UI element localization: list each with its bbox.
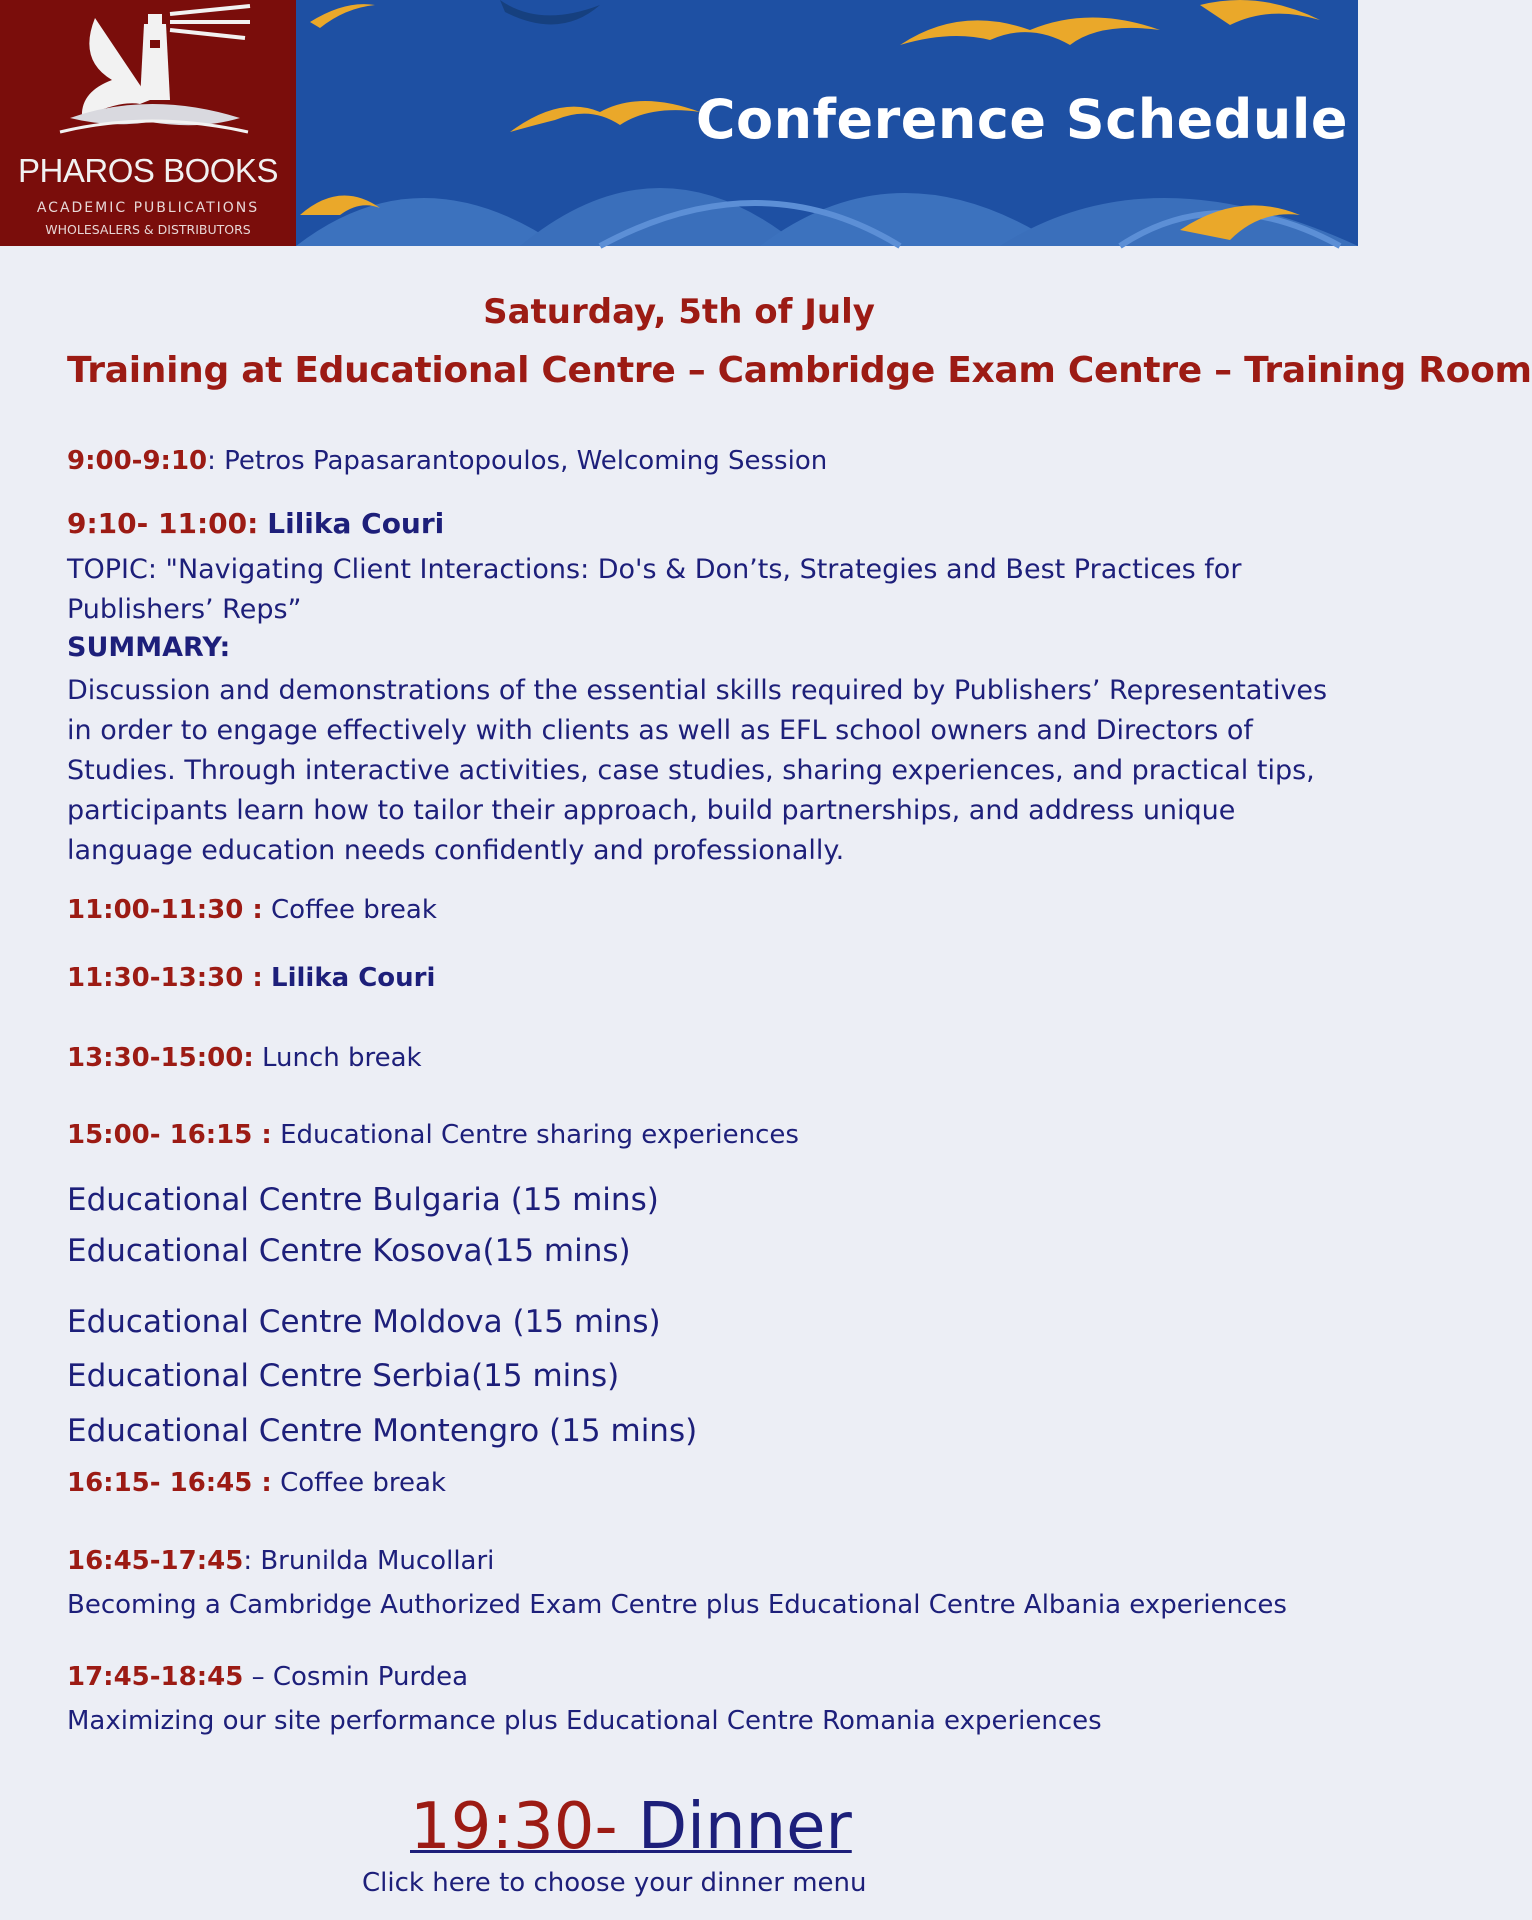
schedule-item	[67, 1120, 799, 1150]
logo-subtitle-2: WHOLESALERS & DISTRIBUTORS	[45, 222, 251, 237]
dinner-menu-link[interactable]: Click here to choose your dinner menu	[362, 1868, 867, 1898]
dinner-link[interactable]	[410, 1790, 852, 1864]
separator	[263, 963, 271, 993]
separator: –	[243, 1662, 273, 1692]
session-time: 11:00-11:30 :	[67, 895, 263, 925]
session-time: 15:00- 16:15 :	[67, 1120, 272, 1150]
separator: :	[243, 1546, 261, 1576]
session-text: Educational Centre sharing experiences	[280, 1120, 799, 1150]
session-description: Maximizing our site performance plus Educational Centre Romania experiences	[67, 1706, 1102, 1736]
separator: :	[207, 446, 225, 476]
schedule-item	[67, 895, 437, 925]
session-text: Cosmin Purdea	[272, 1662, 469, 1692]
speaker-name: Lilika Couri	[267, 507, 445, 540]
session-topic: TOPIC: "Navigating Client Interactions: Do's & Don’ts, Strategies and Best Practices for Publishers’ Reps”	[67, 554, 1242, 625]
centre-item: Educational Centre Serbia(15 mins)	[67, 1358, 620, 1394]
session-time: 9:10- 11:00:	[67, 507, 259, 540]
page-title: Conference Schedule	[695, 88, 1348, 151]
separator	[263, 895, 271, 925]
schedule-item	[67, 1043, 422, 1073]
centre-item: Educational Centre Moldova (15 mins)	[67, 1304, 661, 1340]
logo-name: PHAROS BOOKS	[18, 152, 278, 189]
speaker-name: Lilika Couri	[271, 963, 436, 993]
schedule-item	[67, 963, 435, 993]
session-text: Petros Papasarantopoulos, Welcoming Session	[224, 446, 828, 476]
separator	[272, 1468, 280, 1498]
summary-label: SUMMARY:	[67, 632, 231, 663]
logo-subtitle: ACADEMIC PUBLICATIONS	[36, 200, 260, 216]
schedule-item	[67, 1468, 446, 1498]
day-heading: Saturday, 5th of July	[483, 292, 875, 332]
session-time: 16:45-17:45	[67, 1546, 244, 1576]
session-text: Lunch break	[261, 1043, 422, 1073]
session-time: 13:30-15:00:	[67, 1043, 254, 1073]
pharos-books-logo[interactable]	[0, 0, 296, 246]
separator	[258, 507, 267, 540]
session-description: Becoming a Cambridge Authorized Exam Centre plus Educational Centre Albania experiences	[67, 1590, 1287, 1620]
schedule-item	[67, 1662, 468, 1692]
separator	[272, 1120, 280, 1150]
session-time: 16:15- 16:45 :	[67, 1468, 272, 1498]
centre-item: Educational Centre Montengro (15 mins)	[67, 1413, 698, 1449]
schedule-item	[67, 507, 444, 540]
header-banner	[0, 0, 1358, 246]
session-summary: Discussion and demonstrations of the essential skills required by Publishers’ Representatives in order to engage effectively with clients as well as EFL school owners and Directors of Studies. Through interactive activities, case studies, sharing experiences, and practical tips, participants learn how to tailor their approach, build partnerships, and address unique language education needs confidently and professionally.	[67, 675, 1328, 866]
session-text: Coffee break	[280, 1468, 446, 1498]
lighthouse-icon	[0, 0, 296, 150]
schedule-item	[67, 1546, 494, 1576]
centre-item: Educational Centre Bulgaria (15 mins)	[67, 1182, 659, 1218]
session-time: 11:30-13:30 :	[67, 963, 263, 993]
separator	[254, 1043, 262, 1073]
session-text: Coffee break	[271, 895, 437, 925]
schedule-item	[67, 446, 827, 476]
dinner-label: Dinner	[617, 1790, 852, 1864]
session-time: 17:45-18:45	[67, 1662, 244, 1692]
session-text: Brunilda Mucollari	[260, 1546, 495, 1576]
session-time: 9:00-9:10	[67, 446, 208, 476]
dinner-time: 19:30-	[410, 1790, 618, 1864]
centre-item: Educational Centre Kosova(15 mins)	[67, 1233, 631, 1269]
venue-heading: Training at Educational Centre – Cambridge Exam Centre – Training Room	[67, 350, 1532, 391]
